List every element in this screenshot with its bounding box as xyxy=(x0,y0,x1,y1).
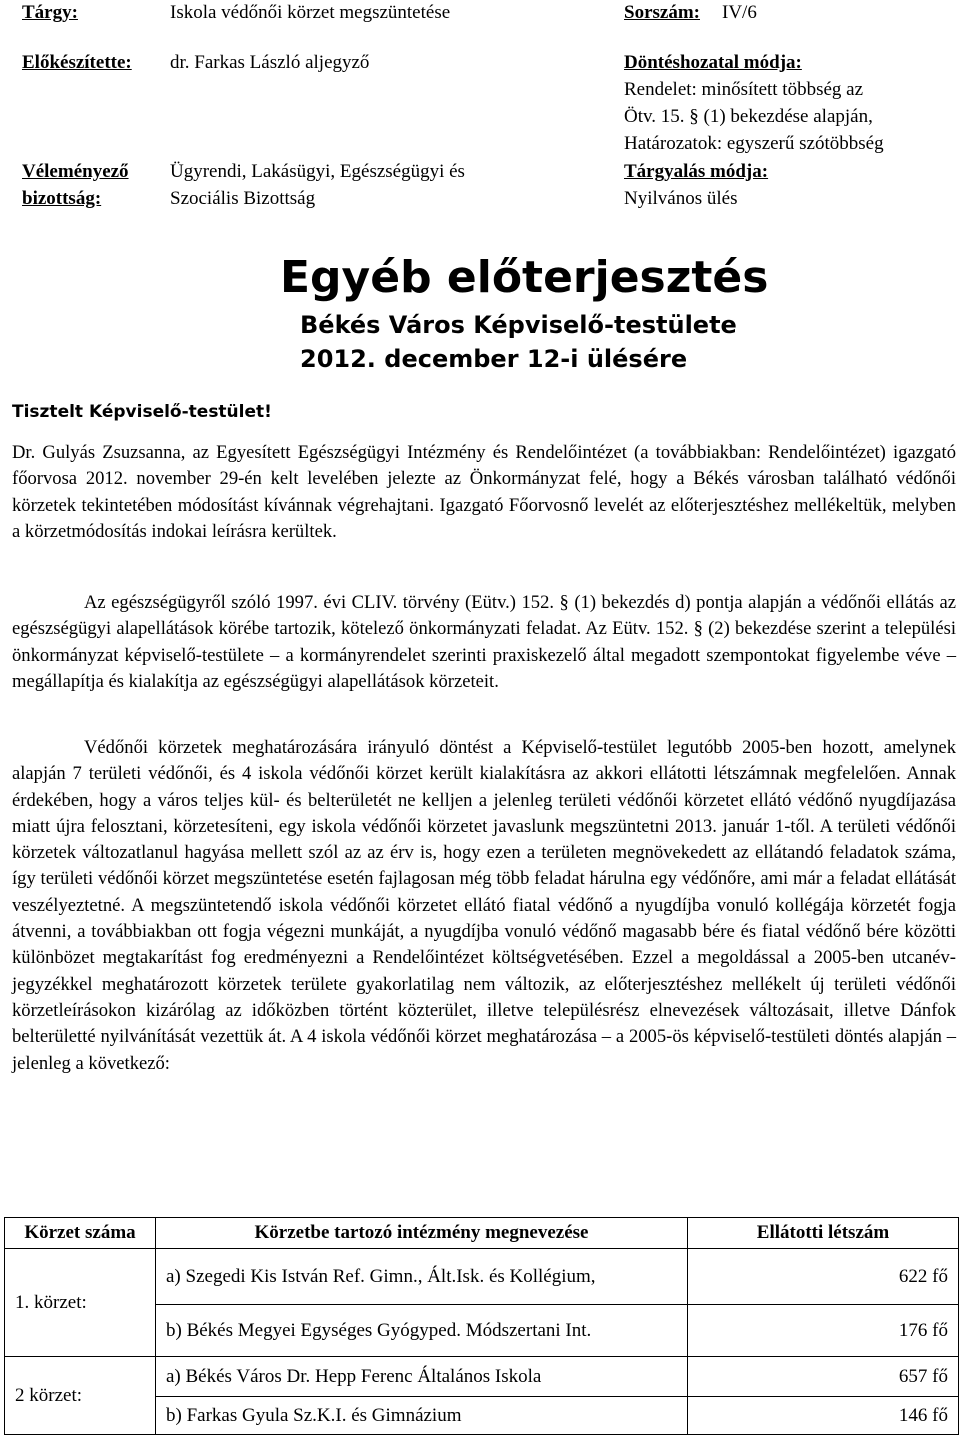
letszam-cell: 176 fő xyxy=(688,1305,959,1357)
elokeszitette-value: dr. Farkas László aljegyző xyxy=(170,52,370,73)
sorszam-value: IV/6 xyxy=(722,2,757,23)
letszam-cell: 146 fő xyxy=(688,1397,959,1435)
sorszam-label: Sorszám: xyxy=(624,2,700,23)
korzet-table xyxy=(4,1217,959,1435)
intezmeny-cell: a) Szegedi Kis István Ref. Gimn., Ált.Isk. és Kollégium, xyxy=(156,1249,688,1305)
targyalas-label: Tárgyalás módja: xyxy=(624,161,769,182)
bizottsag-name: Ügyrendi, Lakásügyi, Egészségügyi és xyxy=(170,161,465,182)
column-header: Körzet száma xyxy=(5,1218,156,1249)
letszam-cell: 622 fő xyxy=(688,1249,959,1305)
letszam-cell: 657 fő xyxy=(688,1357,959,1397)
paragraph xyxy=(12,590,956,695)
targy-label: Tárgy: xyxy=(22,2,78,23)
paragraph xyxy=(12,440,956,545)
korzet-cell: 1. körzet: xyxy=(5,1249,156,1357)
dontes-label: Döntéshozatal módja: xyxy=(624,52,802,73)
paragraph xyxy=(12,735,956,1077)
salutation: Tisztelt Képviselő-testület! xyxy=(12,402,272,422)
dontes-line: Határozatok: egyszerű szótöbbség xyxy=(624,133,884,154)
intezmeny-cell: a) Békés Város Dr. Hepp Ferenc Általános Iskola xyxy=(156,1357,688,1397)
column-header: Körzetbe tartozó intézmény megnevezése xyxy=(156,1218,688,1249)
paragraph-text: Az egészségügyről szóló 1997. évi CLIV. törvény (Eütv.) 152. § (1) bekezdés d) pontja alapján a védőnői ellátás az egészségügyi alapellátások körébe tartozik, kötelező önkormányzati feladat. Az Eütv. 152. § (2) bekezdése szerint a települési önkormányzat képviselő-testülete – a kormányrendelet szerinti praxiskezelő által megadott szempontokat figyelembe véve – megállapítja és kialakítja az egészségügyi alapellátások körzeteit. xyxy=(12,592,956,692)
document-subtitle: Békés Város Képviselő-testülete xyxy=(300,311,737,339)
document-date: 2012. december 12-i ülésére xyxy=(300,345,688,373)
dontes-line: Rendelet: minősített többség az xyxy=(624,79,864,100)
paragraph-text: Dr. Gulyás Zsuzsanna, az Egyesített Egészségügyi Intézmény és Rendelőintézet (a továbbiakban: Rendelőintézet) igazgató főorvosa 2012. november 29-én kelt levelében jelezte az Önkormányzat felé, hogy a Békés városban található védőnői körzetek tekintetében módosítást kívánnak végrehajtani. Igazgató Főorvosnő levelét az előterjesztéshez mellékeltük, melyben a körzetmódosítás indokai leírásra kerültek. xyxy=(12,442,956,542)
table-header-row xyxy=(5,1218,959,1249)
velemenyezo-label: bizottság: xyxy=(22,188,102,209)
intezmeny-cell: b) Farkas Gyula Sz.K.I. és Gimnázium xyxy=(156,1397,688,1435)
paragraph-text: Védőnői körzetek meghatározására irányuló döntést a Képviselő-testület legutóbb 2005-ben hozott, amelynek alapján 7 területi védőnői, és 4 iskola védőnői körzet került kialakításra az akkori ellátotti létszámnak megfelelően. Annak érdekében, hogy a város teljes kül- és belterületét ne kelljen a jelenleg területi védőnői körzetet ellátó védőnő nyugdíjazása miatt újra felosztani, körzetesíteni, egy iskola védőnői körzetet javaslunk megszüntetni 2013. január 1-től. A területi védőnői körzetek változatlanul hagyása mellett szól az az érv is, hogy ezen a területen megnövekedett az ellátandó feladatok száma, így területi védőnői körzet megszüntetése esetén fajlagosan még több feladat hárulna egy védőnőre, ami már a feladat ellátását veszélyeztetné. A megszüntetendő iskola védőnői körzetet ellátó fiatal védőnő a nyugdíjba vonuló kollégája körzetét fogja átvenni, a továbbiakban ott fogja végezni munkáját, a nyugdíjba vonuló védőnő magasabb bére és fiatal védőnő bére közötti különbözet megtakarítást fog eredményezni a Rendelőintézet költségvetésében. Ezzel a megoldással a 2005-ben utcanév-jegyzékkel meghatározott körzetek területe gyakorlatilag nem változik, az előterjesztéshez mellékelt új területi védőnői körzetleírásokon kizárólag az időközben történt közterület, illetve településrész elnevezések változásait, illetve Dánfok belterületté nyilvánítását vezettük át. A 4 iskola védőnői körzet meghatározása – a 2005-ös képviselő-testületi döntés alapján – jelenleg a következő: xyxy=(12,737,956,1074)
korzet-cell: 2 körzet: xyxy=(5,1357,156,1435)
column-header: Ellátotti létszám xyxy=(688,1218,959,1249)
dontes-line: Ötv. 15. § (1) bekezdése alapján, xyxy=(624,106,873,127)
targyalas-value: Nyilvános ülés xyxy=(624,188,738,209)
document-title: Egyéb előterjesztés xyxy=(280,252,769,303)
targy-value: Iskola védőnői körzet megszüntetése xyxy=(170,2,451,23)
table-row xyxy=(5,1357,959,1397)
velemenyezo-label: Véleményező xyxy=(22,161,129,182)
intezmeny-cell: b) Békés Megyei Egységes Gyógyped. Módszertani Int. xyxy=(156,1305,688,1357)
table-row xyxy=(5,1249,959,1305)
elokeszitette-label: Előkészítette: xyxy=(22,52,132,73)
bizottsag-name: Szociális Bizottság xyxy=(170,188,316,209)
